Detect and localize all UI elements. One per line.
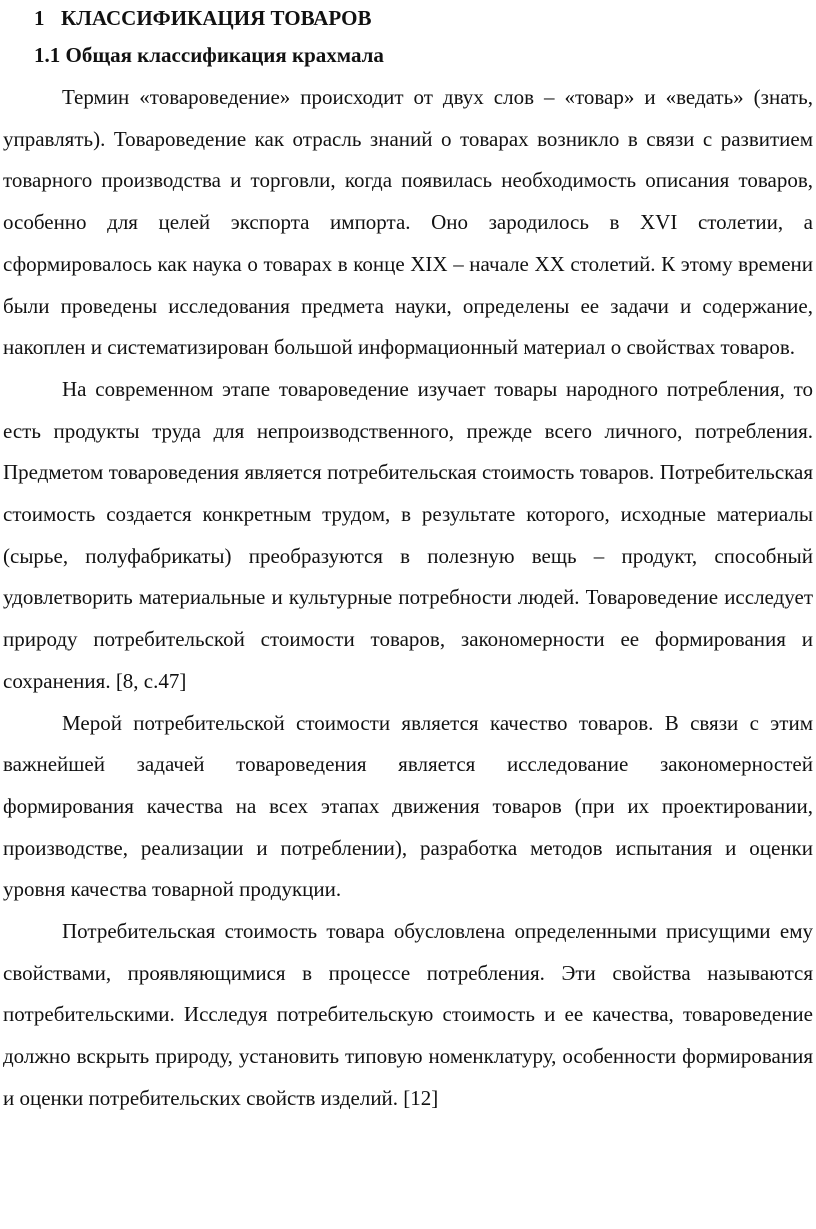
- document-body: [3, 77, 813, 1120]
- section-heading: [34, 4, 371, 32]
- paragraph-4: Потребительская стоимость товара обусловлена определенными присущими ему свойствами, проявляющимися в процессе потребления. Эти свойства называются потребительскими. Исследуя потребительскую стоимость и ее качества, товароведение должно вскрыть природу, установить типовую номенклатуру, особенности формирования и оценки потребительских свойств изделий. [12]: [3, 919, 813, 1110]
- paragraph-1: Термин «товароведение» происходит от двух слов – «товар» и «ведать» (знать, управлять). Товароведение как отрасль знаний о товарах возникло в связи с развитием товарного производства и торговли, когда появилась необходимость описания товаров, особенно для целей экспорта импорта. Оно зародилось в XVI столетии, а сформировалось как наука о товарах в конце XIX – начале XX столетий. К этому времени были проведены исследования предмета науки, определены ее задачи и содержание, накоплен и систематизирован большой информационный материал о свойствах товаров.: [3, 85, 813, 360]
- subsection-heading: 1.1 Общая классификация крахмала: [34, 43, 384, 67]
- paragraph-2: На современном этапе товароведение изучает товары народного потребления, то есть продукты труда для непроизводственного, прежде всего личного, потребления. Предметом товароведения является потребительская стоимость товаров. Потребительская стоимость создается конкретным трудом, в результате которого, исходные материалы (сырье, полуфабрикаты) преобразуются в полезную вещь – продукт, способный удовлетворить материальные и культурные потребности людей. Товароведение исследует природу потребительской стоимости товаров, закономерности ее формирования и сохранения. [8, с.47]: [3, 376, 813, 693]
- section-title: КЛАССИФИКАЦИЯ ТОВАРОВ: [61, 6, 372, 30]
- section-number: 1: [34, 6, 45, 30]
- paragraph-3: Мерой потребительской стоимости является качество товаров. В связи с этим важнейшей задачей товароведения является исследование закономерностей формирования качества на всех этапах движения товаров (при их проектировании, производстве, реализации и потреблении), разработка методов испытания и оценки уровня качества товарной продукции.: [3, 710, 813, 902]
